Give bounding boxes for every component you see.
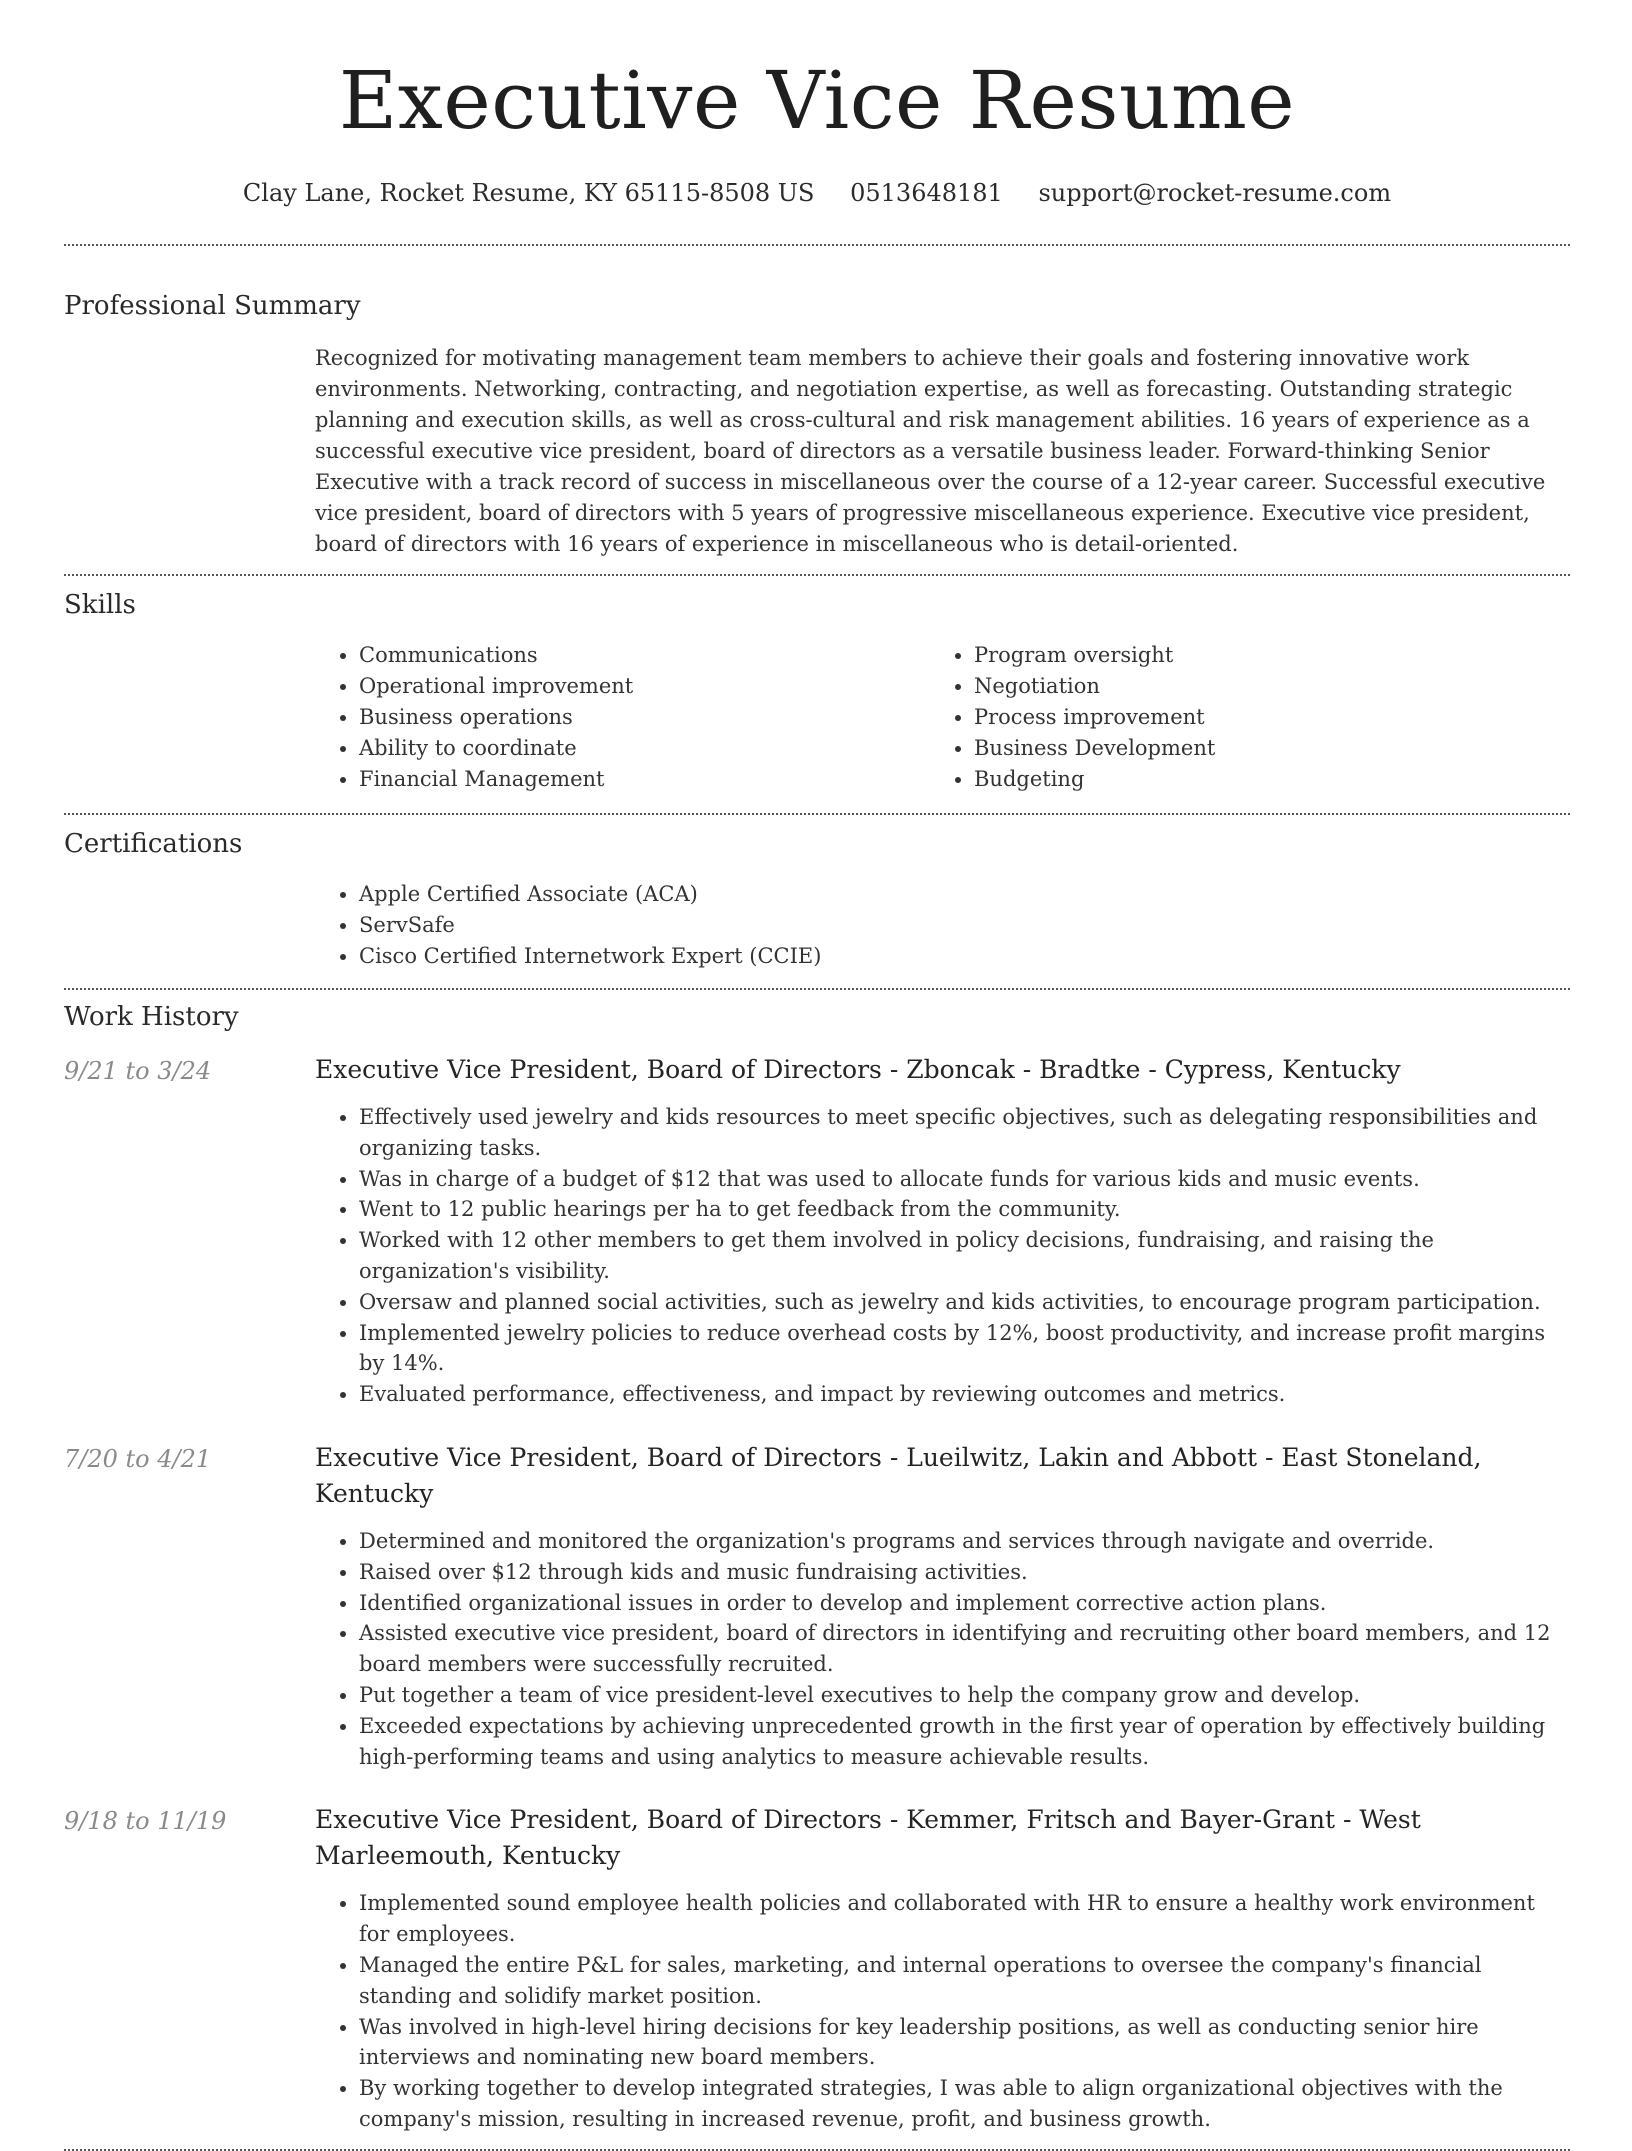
resume-title: Executive Vice Resume [338,54,1296,147]
skills-section [64,576,1570,813]
job-title: Executive Vice President, Board of Directors - Zboncak - Bradtke - Cypress, Kentucky [315,1055,1401,1084]
contact-line [64,176,1570,210]
job-dates: 9/21 to 3/24 [64,1057,212,1085]
summary-text: Recognized for motivating management team members to achieve their goals and fostering innovative work environments. Networking, contracting, and negotiation expertise, as well as forecasting. Outstanding strategic planning and execution skills, as well as cross-cultural and risk management abilities. 16 years of experience as a successful executive vice president, board of directors as a versatile business leader. Forward-thinking Senior Executive with a track record of success in miscellaneous over the course of a 12-year career. Successful executive vice president, board of directors with 5 years of progressive miscellaneous experience. Executive vice president, board of directors with 16 years of experience in miscellaneous who is detail-oriented. [315,346,1546,556]
job-bullets-list [315,1526,1570,1772]
certifications-section [64,815,1570,988]
contact-address: Clay Lane, Rocket Resume, KY 65115-8508 US [242,179,815,207]
job-bullet: • Managed the entire P&L for sales, marketing, and internal operations to oversee the company's financial standing and solidify market position. [359,1950,1570,2012]
skill-item: • Operational improvement [359,671,930,702]
job-entry [64,1440,1570,1772]
contact-email: support@rocket-resume.com [1038,179,1392,207]
job-bullet: • Effectively used jewelry and kids resources to meet specific objectives, such as delegating responsibilities and organizing tasks. [359,1102,1570,1164]
job-bullet: • Implemented jewelry policies to reduce overhead costs by 12%, boost productivity, and increase profit margins by 14%. [359,1318,1570,1380]
skills-column-right [930,640,1545,795]
divider [64,2149,1570,2151]
skill-item: • Financial Management [359,764,930,795]
resume-header [64,0,1570,210]
certifications-list [315,879,1570,972]
certification-item: • Cisco Certified Internetwork Expert (CCIE) [359,941,1570,972]
job-bullet: • Raised over $12 through kids and music fundraising activities. [359,1557,1570,1588]
job-bullet: • Oversaw and planned social activities, such as jewelry and kids activities, to encourage program participation. [359,1287,1570,1318]
contact-phone: 0513648181 [850,179,1003,207]
section-heading: Skills [64,590,136,620]
job-dates: 7/20 to 4/21 [64,1444,212,1473]
skill-item: • Negotiation [974,671,1545,702]
job-title: Executive Vice President, Board of Directors - Kemmer, Fritsch and Bayer-Grant - West Marleemouth, Kentucky [315,1805,1421,1871]
skill-item: • Process improvement [974,702,1545,733]
job-bullet: • Went to 12 public hearings per ha to get feedback from the community. [359,1194,1570,1225]
skills-list [315,640,930,795]
skill-item: • Budgeting [974,764,1545,795]
job-bullet: • Determined and monitored the organization's programs and services through navigate and override. [359,1526,1570,1557]
job-bullet: • Evaluated performance, effectiveness, and impact by reviewing outcomes and metrics. [359,1379,1570,1410]
resume-page [64,0,1570,2151]
job-bullet: • Was involved in high-level hiring decisions for key leadership positions, as well as conducting senior hire interviews and nominating new board members. [359,2012,1570,2074]
professional-summary-section [64,246,1570,574]
job-entry [64,1802,1570,2134]
certification-item: • Apple Certified Associate (ACA) [359,879,1570,910]
skill-item: • Business operations [359,702,930,733]
jobs-list [64,1052,1570,2135]
skill-item: • Business Development [974,733,1545,764]
section-heading: Professional Summary [64,291,361,321]
skill-item: • Program oversight [974,640,1545,671]
work-history-section [64,990,1570,2135]
section-heading: Work History [64,1002,239,1032]
job-entry [64,1052,1570,1410]
section-heading: Certifications [64,829,243,859]
job-bullets-list [315,1888,1570,2134]
job-bullet: • Was in charge of a budget of $12 that was used to allocate funds for various kids and music events. [359,1164,1570,1195]
job-bullets-list [315,1102,1570,1410]
job-bullet: • By working together to develop integrated strategies, I was able to align organizational objectives with the company's mission, resulting in increased revenue, profit, and business growth. [359,2073,1570,2135]
job-bullet: • Identified organizational issues in order to develop and implement corrective action plans. [359,1588,1570,1619]
job-bullet: • Implemented sound employee health policies and collaborated with HR to ensure a healthy work environment for employees. [359,1888,1570,1950]
skills-list [930,640,1545,795]
job-bullet: • Worked with 12 other members to get them involved in policy decisions, fundraising, and raising the organization's visibility. [359,1225,1570,1287]
skill-item: • Communications [359,640,930,671]
job-bullet: • Exceeded expectations by achieving unprecedented growth in the first year of operation by effectively building high-performing teams and using analytics to measure achievable results. [359,1711,1570,1773]
skill-item: • Ability to coordinate [359,733,930,764]
skills-column-left [315,640,930,795]
job-title: Executive Vice President, Board of Directors - Lueilwitz, Lakin and Abbott - East Stoneland, Kentucky [315,1442,1482,1508]
job-dates: 9/18 to 11/19 [64,1807,227,1836]
job-bullet: • Put together a team of vice president-level executives to help the company grow and develop. [359,1680,1570,1711]
certification-item: • ServSafe [359,910,1570,941]
job-bullet: • Assisted executive vice president, board of directors in identifying and recruiting other board members, and 12 board members were successfully recruited. [359,1618,1570,1680]
